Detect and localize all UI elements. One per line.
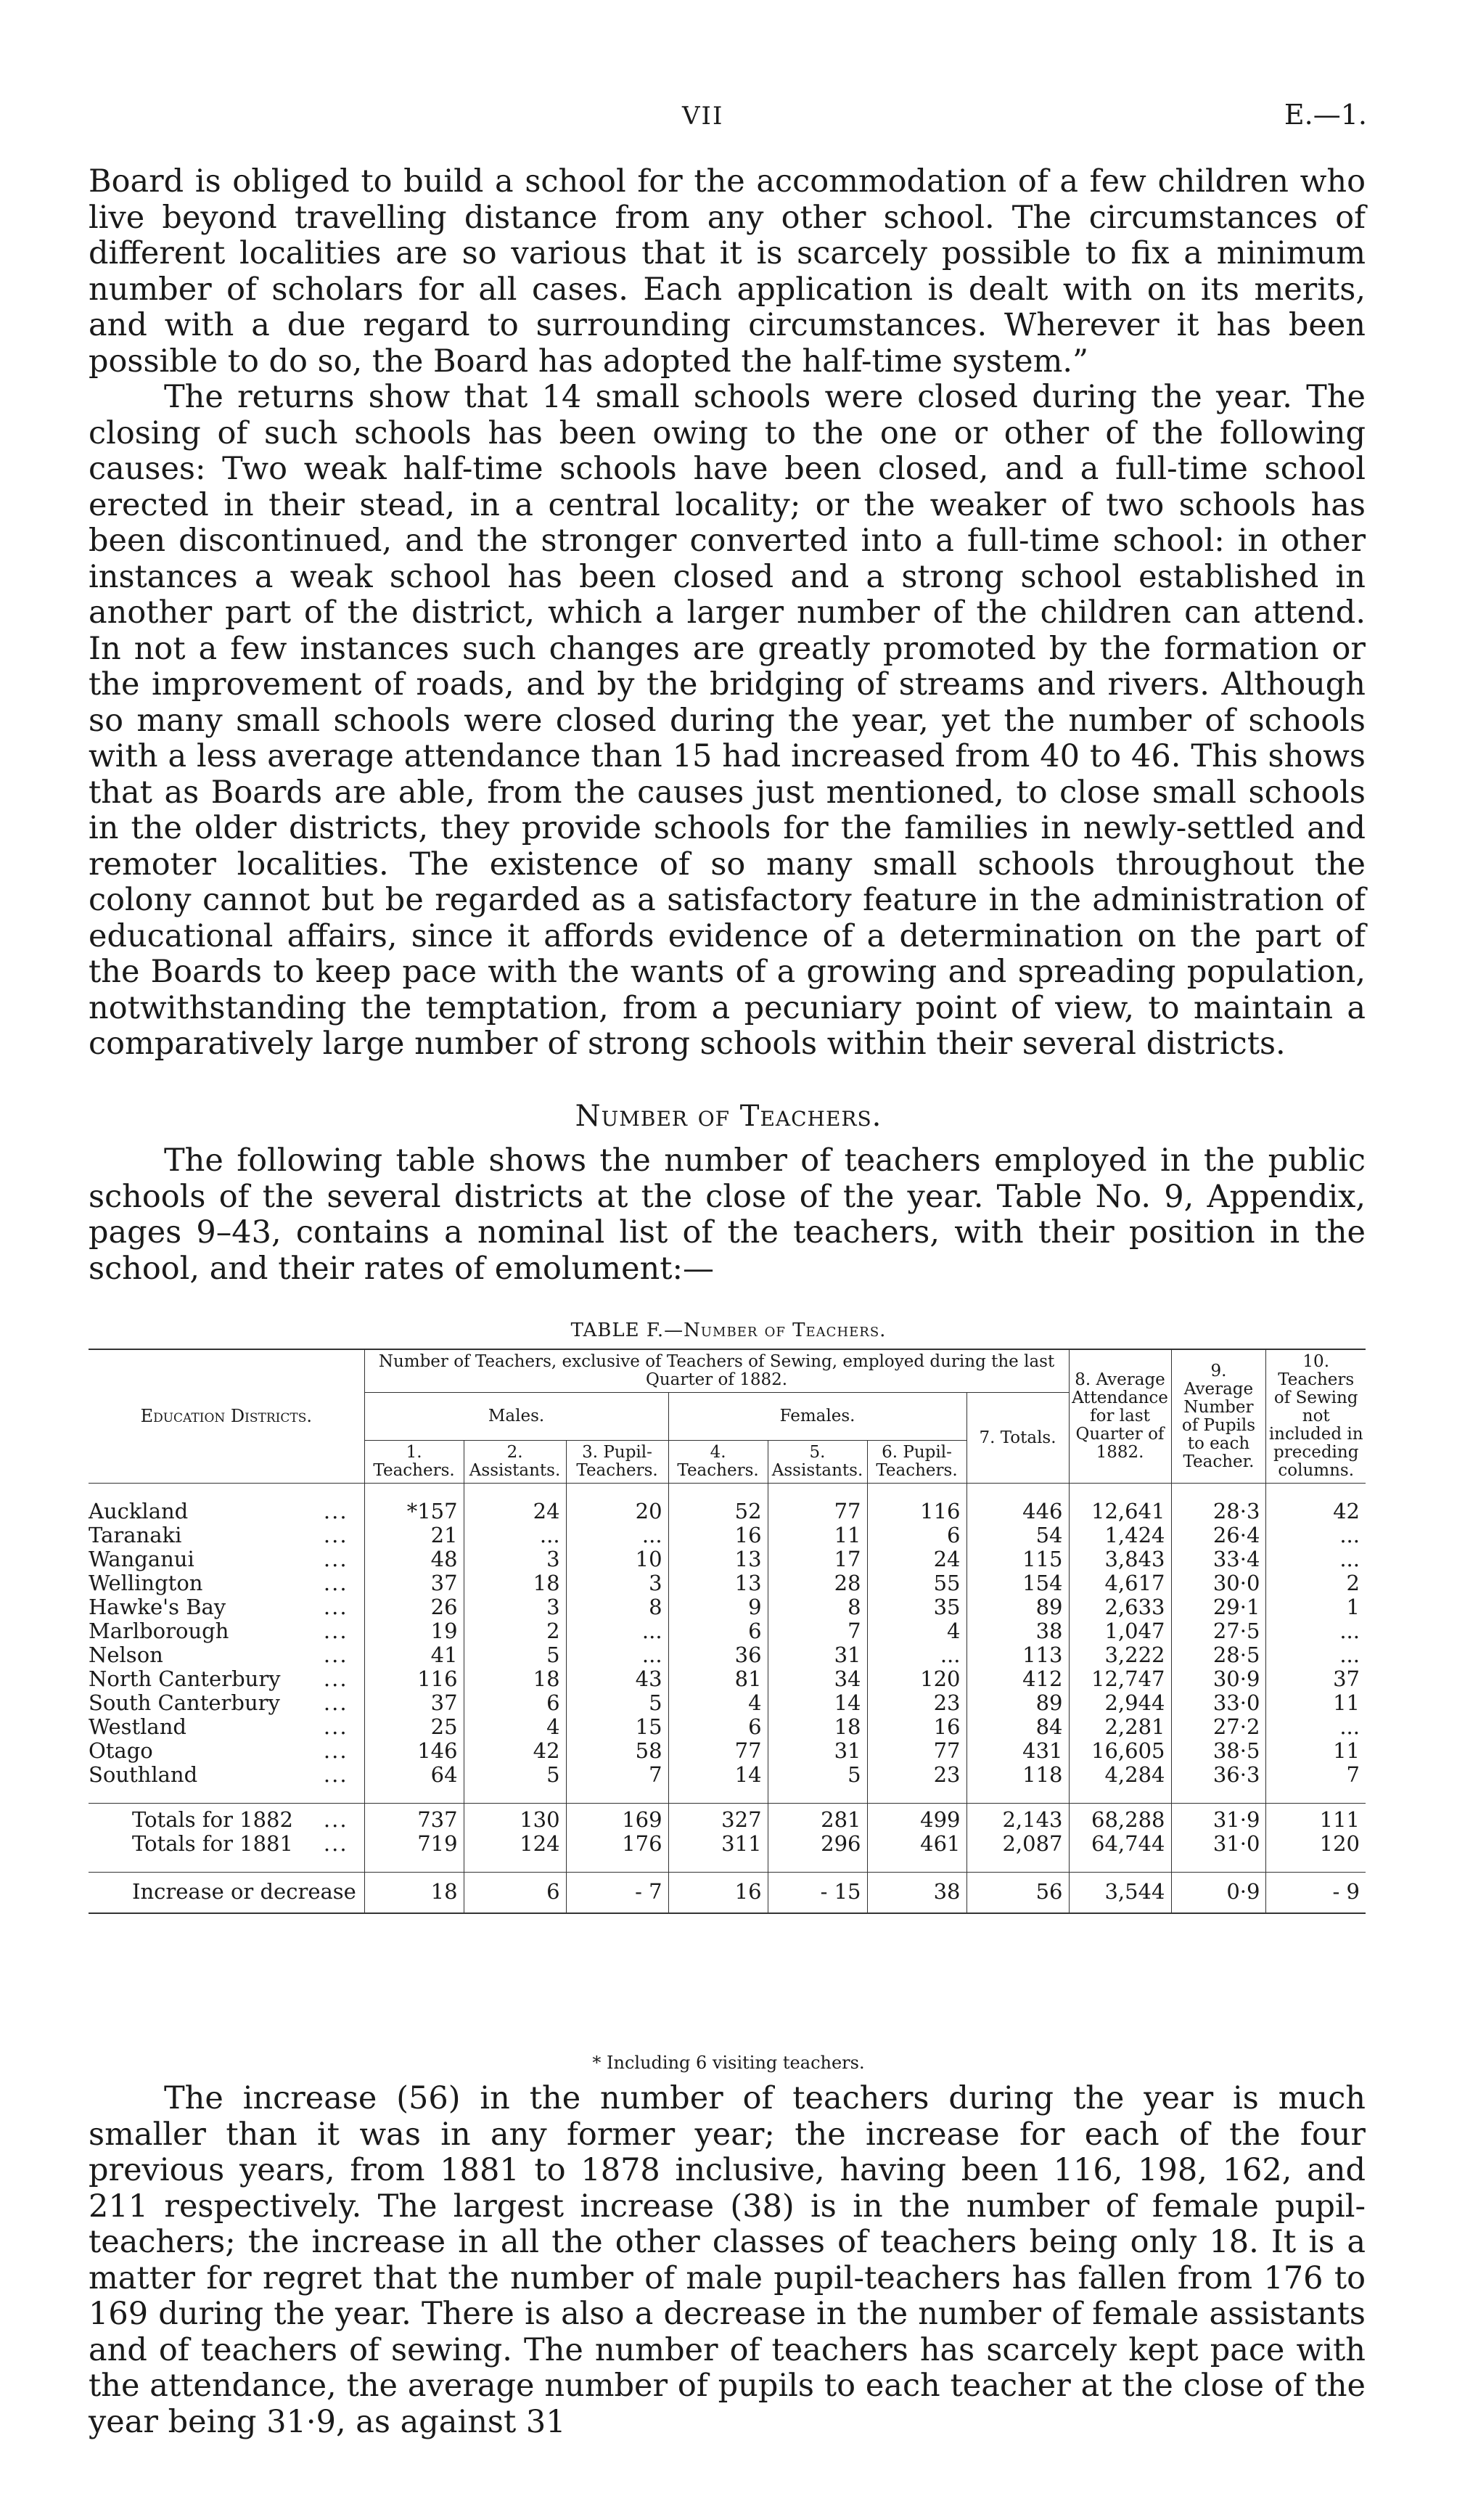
- cell-col-3: 169: [566, 1804, 668, 1833]
- cell-col-10: ...: [1266, 1547, 1366, 1571]
- spacer-row: [89, 1856, 1366, 1873]
- cell-col-1: 116: [364, 1667, 464, 1691]
- leader-dots: ...: [323, 1714, 348, 1739]
- cell-col-7: 154: [966, 1571, 1069, 1595]
- table-body: [89, 1484, 1366, 1914]
- table-row: [89, 1643, 1366, 1667]
- spacer-row: [89, 1484, 1366, 1500]
- district-name: [89, 1523, 364, 1547]
- cell-col-3: - 7: [566, 1873, 668, 1914]
- cell-col-8: 4,284: [1069, 1763, 1171, 1787]
- cell-col-6: 77: [867, 1739, 966, 1763]
- cell-col-9: 31·0: [1171, 1832, 1266, 1856]
- cell-col-5: 34: [768, 1667, 867, 1691]
- cell-col-9: 36·3: [1171, 1763, 1266, 1787]
- cell-col-10: ...: [1266, 1619, 1366, 1643]
- cell-col-1: 48: [364, 1547, 464, 1571]
- leader-dots: ...: [323, 1642, 348, 1667]
- cell-col-8: 64,744: [1069, 1832, 1171, 1856]
- cell-col-2: 6: [464, 1873, 566, 1914]
- header-col-2: 2. Assistants.: [464, 1441, 566, 1484]
- table-row: [89, 1523, 1366, 1547]
- cell-col-9: 28·5: [1171, 1643, 1266, 1667]
- cell-col-3: ...: [566, 1619, 668, 1643]
- cell-col-7: 118: [966, 1763, 1069, 1787]
- cell-col-8: 68,288: [1069, 1804, 1171, 1833]
- cell-col-1: 146: [364, 1739, 464, 1763]
- page-number: VII: [682, 102, 724, 131]
- cell-col-7: 89: [966, 1595, 1069, 1619]
- cell-col-1: 37: [364, 1571, 464, 1595]
- header-districts: Education Districts.: [89, 1349, 364, 1484]
- header-females: Females.: [668, 1393, 966, 1441]
- section-heading: Number of Teachers.: [575, 1100, 882, 1133]
- cell-col-10: 1: [1266, 1595, 1366, 1619]
- table-row: [89, 1500, 1366, 1523]
- cell-col-3: 8: [566, 1595, 668, 1619]
- cell-col-2: 18: [464, 1571, 566, 1595]
- district-name: [89, 1619, 364, 1643]
- cell-col-2: 2: [464, 1619, 566, 1643]
- district-label: Westland: [89, 1714, 186, 1739]
- district-name: [89, 1667, 364, 1691]
- cell-col-8: 12,641: [1069, 1500, 1171, 1523]
- cell-col-10: ...: [1266, 1643, 1366, 1667]
- cell-col-1: 18: [364, 1873, 464, 1914]
- cell-col-8: 12,747: [1069, 1667, 1171, 1691]
- cell-col-3: 43: [566, 1667, 668, 1691]
- leader-dots: ...: [323, 1595, 348, 1619]
- leader-dots: ...: [323, 1547, 348, 1571]
- cell-col-6: ...: [867, 1643, 966, 1667]
- district-label: Otago: [89, 1738, 153, 1763]
- cell-col-10: 2: [1266, 1571, 1366, 1595]
- leader-dots: ...: [323, 1738, 348, 1763]
- cell-col-4: 13: [668, 1571, 768, 1595]
- cell-col-7: 113: [966, 1643, 1069, 1667]
- cell-col-2: 6: [464, 1691, 566, 1715]
- cell-col-5: 28: [768, 1571, 867, 1595]
- totals-label: [89, 1804, 364, 1833]
- cell-col-5: - 15: [768, 1873, 867, 1914]
- leader-dots: ...: [323, 1666, 348, 1691]
- paragraph-increase: The increase (56) in the number of teachers during the year is much smaller than it was in any former year; the increase for each of the four previous years, from 1881 to 1878 inclusive, having been 116, 198, 162, and 211 respectively. The largest increase (38) is in the number of female pupil-teachers; the increase in all the other classes of teachers being only 18. It is a matter for regret that the number of male pupil-teachers has fallen from 176 to 169 during the year. There is also a decrease in the number of female assistants and of teachers of sewing. The number of teachers has scarcely kept pace with the attendance, the average number of pupils to each teacher at the close of the year being 31·9, as against 31: [89, 2080, 1366, 2440]
- header-col-7: 7. Totals.: [966, 1393, 1069, 1484]
- cell-col-6: 4: [867, 1619, 966, 1643]
- cell-col-7: 115: [966, 1547, 1069, 1571]
- cell-col-8: 4,617: [1069, 1571, 1171, 1595]
- cell-col-5: 17: [768, 1547, 867, 1571]
- cell-col-7: 84: [966, 1715, 1069, 1739]
- cell-col-6: 23: [867, 1763, 966, 1787]
- totals-label-text: Totals for 1882: [132, 1807, 293, 1832]
- cell-col-6: 461: [867, 1832, 966, 1856]
- cell-col-5: 7: [768, 1619, 867, 1643]
- cell-col-2: 18: [464, 1667, 566, 1691]
- teachers-table: [89, 1349, 1366, 1914]
- leader-dots: ...: [323, 1762, 348, 1787]
- totals-row: [89, 1804, 1366, 1833]
- cell-col-5: 77: [768, 1500, 867, 1523]
- cell-col-4: 9: [668, 1595, 768, 1619]
- table-row: [89, 1619, 1366, 1643]
- cell-col-7: 54: [966, 1523, 1069, 1547]
- cell-col-6: 16: [867, 1715, 966, 1739]
- cell-col-4: 327: [668, 1804, 768, 1833]
- table-row: [89, 1667, 1366, 1691]
- cell-col-5: 296: [768, 1832, 867, 1856]
- cell-col-4: 16: [668, 1523, 768, 1547]
- cell-col-4: 77: [668, 1739, 768, 1763]
- header-group: Number of Teachers, exclusive of Teachers of Sewing, employed during the last Quarter of 1882.: [364, 1349, 1069, 1393]
- paragraph-intro: The following table shows the number of teachers employed in the public schools of the several districts at the close of the year. Table No. 9, Appendix, pages 9–43, contains a nominal list of the teachers, with their position in the school, and their rates of emolument:—: [89, 1142, 1366, 1287]
- cell-col-2: 3: [464, 1595, 566, 1619]
- cell-col-3: ...: [566, 1523, 668, 1547]
- cell-col-4: 14: [668, 1763, 768, 1787]
- cell-col-5: 281: [768, 1804, 867, 1833]
- body-text-top: [89, 164, 1366, 1063]
- paragraph-board: Board is obliged to build a school for the accommodation of a few children who live beyond travelling distance from any other school. The circumstances of different localities are so various that it is scarcely possible to fix a minimum number of scholars for all cases. Each application is dealt with on its merits, and with a due regard to surrounding circumstances. Wherever it has been possible to do so, the Board has adopted the half-time system.”: [89, 163, 1366, 380]
- cell-col-4: 6: [668, 1715, 768, 1739]
- leader-dots: ...: [323, 1807, 348, 1832]
- cell-col-10: - 9: [1266, 1873, 1366, 1914]
- header-col-3: 3. Pupil-Teachers.: [566, 1441, 668, 1484]
- totals-label: [89, 1832, 364, 1856]
- cell-col-7: 2,087: [966, 1832, 1069, 1856]
- cell-col-7: 431: [966, 1739, 1069, 1763]
- cell-col-8: 3,843: [1069, 1547, 1171, 1571]
- cell-col-5: 8: [768, 1595, 867, 1619]
- cell-col-10: ...: [1266, 1523, 1366, 1547]
- district-label: Southland: [89, 1762, 198, 1787]
- cell-col-2: 130: [464, 1804, 566, 1833]
- leader-dots: ...: [323, 1571, 348, 1595]
- spacer-row: [89, 1787, 1366, 1804]
- district-name: [89, 1739, 364, 1763]
- table-row: [89, 1763, 1366, 1787]
- header-males: Males.: [364, 1393, 668, 1441]
- cell-col-5: 31: [768, 1739, 867, 1763]
- totals-label-text: Totals for 1881: [132, 1831, 293, 1856]
- cell-col-4: 81: [668, 1667, 768, 1691]
- cell-col-7: 56: [966, 1873, 1069, 1914]
- cell-col-2: 4: [464, 1715, 566, 1739]
- cell-col-5: 18: [768, 1715, 867, 1739]
- cell-col-7: 412: [966, 1667, 1069, 1691]
- paragraph-returns: The returns show that 14 small schools were closed during the year. The closing of such schools has been owing to the one or other of the following causes: Two weak half-time schools have been closed, and a full-time school erected in their stead, in a central locality; or the weaker of two schools has been discontinued, and the stronger converted into a full-time school: in other instances a weak school has been closed and a strong school established in another part of the district, which a larger number of the children can attend. In not a few instances such changes are greatly promoted by the formation or the improvement of roads, and by the bridging of streams and rivers. Although so many small schools were closed during the year, yet the number of schools with a less average attendance than 15 had increased from 40 to 46. This shows that as Boards are able, from the causes just mentioned, to close small schools in the older districts, they provide schools for the families in newly-settled and remoter localities. The existence of so many small schools throughout the colony cannot but be regarded as a satisfactory feature in the administration of educational affairs, since it affords evidence of a determination on the part of the Boards to keep pace with the wants of a growing and spreading population, notwithstanding the temptation, from a pecuniary point of view, to maintain a comparatively large number of strong schools within their several districts.: [89, 379, 1366, 1062]
- cell-col-3: 15: [566, 1715, 668, 1739]
- cell-col-6: 55: [867, 1571, 966, 1595]
- cell-col-1: 25: [364, 1715, 464, 1739]
- cell-col-4: 4: [668, 1691, 768, 1715]
- cell-col-9: 29·1: [1171, 1595, 1266, 1619]
- cell-col-6: 120: [867, 1667, 966, 1691]
- leader-dots: ...: [323, 1523, 348, 1547]
- cell-col-6: 116: [867, 1500, 966, 1523]
- cell-col-7: 2,143: [966, 1804, 1069, 1833]
- cell-col-2: 124: [464, 1832, 566, 1856]
- cell-col-8: 16,605: [1069, 1739, 1171, 1763]
- header-col-4: 4. Teachers.: [668, 1441, 768, 1484]
- cell-col-6: 499: [867, 1804, 966, 1833]
- header-col-10: 10. Teachers of Sewing not included in preceding columns.: [1266, 1349, 1366, 1484]
- cell-col-1: 737: [364, 1804, 464, 1833]
- cell-col-8: 3,222: [1069, 1643, 1171, 1667]
- district-name: [89, 1500, 364, 1523]
- cell-col-10: 42: [1266, 1500, 1366, 1523]
- cell-col-2: 5: [464, 1643, 566, 1667]
- cell-col-1: 64: [364, 1763, 464, 1787]
- table-caption-title: Number of Teachers.: [684, 1320, 887, 1341]
- cell-col-3: 3: [566, 1571, 668, 1595]
- change-row: [89, 1873, 1366, 1914]
- cell-col-9: 27·2: [1171, 1715, 1266, 1739]
- cell-col-10: 7: [1266, 1763, 1366, 1787]
- cell-col-10: 11: [1266, 1691, 1366, 1715]
- cell-col-6: 6: [867, 1523, 966, 1547]
- cell-col-10: 37: [1266, 1667, 1366, 1691]
- district-label: Taranaki: [89, 1523, 182, 1547]
- cell-col-9: 27·5: [1171, 1619, 1266, 1643]
- cell-col-3: 176: [566, 1832, 668, 1856]
- table-row: [89, 1691, 1366, 1715]
- cell-col-5: 5: [768, 1763, 867, 1787]
- cell-col-8: 2,944: [1069, 1691, 1171, 1715]
- cell-col-9: 30·9: [1171, 1667, 1266, 1691]
- cell-col-2: 3: [464, 1547, 566, 1571]
- cell-col-9: 28·3: [1171, 1500, 1266, 1523]
- cell-col-3: ...: [566, 1643, 668, 1667]
- cell-col-10: ...: [1266, 1715, 1366, 1739]
- cell-col-9: 30·0: [1171, 1571, 1266, 1595]
- table-row: [89, 1571, 1366, 1595]
- cell-col-3: 58: [566, 1739, 668, 1763]
- cell-col-8: 1,047: [1069, 1619, 1171, 1643]
- cell-col-8: 1,424: [1069, 1523, 1171, 1547]
- body-text-intro: [89, 1143, 1366, 1287]
- district-label: Marlborough: [89, 1619, 229, 1643]
- district-label: Wanganui: [89, 1547, 194, 1571]
- cell-col-2: ...: [464, 1523, 566, 1547]
- document-reference: E.—1.: [1284, 99, 1367, 131]
- cell-col-5: 11: [768, 1523, 867, 1547]
- cell-col-8: 2,281: [1069, 1715, 1171, 1739]
- cell-col-10: 11: [1266, 1739, 1366, 1763]
- cell-col-1: 21: [364, 1523, 464, 1547]
- cell-col-6: 35: [867, 1595, 966, 1619]
- header-col-8: 8. Average Attendance for last Quarter of 1882.: [1069, 1349, 1171, 1484]
- district-label: Auckland: [89, 1499, 189, 1523]
- cell-col-4: 52: [668, 1500, 768, 1523]
- cell-col-4: 36: [668, 1643, 768, 1667]
- cell-col-10: 111: [1266, 1804, 1366, 1833]
- cell-col-2: 24: [464, 1500, 566, 1523]
- cell-col-3: 20: [566, 1500, 668, 1523]
- cell-col-2: 42: [464, 1739, 566, 1763]
- district-name: [89, 1691, 364, 1715]
- cell-col-9: 38·5: [1171, 1739, 1266, 1763]
- table-caption: [0, 1320, 1457, 1341]
- change-label: Increase or decrease: [89, 1873, 364, 1914]
- district-name: [89, 1763, 364, 1787]
- cell-col-4: 6: [668, 1619, 768, 1643]
- cell-col-9: 33·4: [1171, 1547, 1266, 1571]
- cell-col-10: 120: [1266, 1832, 1366, 1856]
- cell-col-5: 14: [768, 1691, 867, 1715]
- table-row: [89, 1595, 1366, 1619]
- district-name: [89, 1571, 364, 1595]
- cell-col-6: 38: [867, 1873, 966, 1914]
- cell-col-1: 719: [364, 1832, 464, 1856]
- cell-col-8: 3,544: [1069, 1873, 1171, 1914]
- cell-col-3: 10: [566, 1547, 668, 1571]
- cell-col-7: 446: [966, 1500, 1069, 1523]
- header-col-1: 1. Teachers.: [364, 1441, 464, 1484]
- leader-dots: ...: [323, 1619, 348, 1643]
- cell-col-3: 7: [566, 1763, 668, 1787]
- cell-col-4: 13: [668, 1547, 768, 1571]
- district-name: [89, 1715, 364, 1739]
- cell-col-5: 31: [768, 1643, 867, 1667]
- district-name: [89, 1643, 364, 1667]
- table-footnote: * Including 6 visiting teachers.: [592, 2053, 865, 2073]
- cell-col-6: 23: [867, 1691, 966, 1715]
- cell-col-6: 24: [867, 1547, 966, 1571]
- cell-col-3: 5: [566, 1691, 668, 1715]
- cell-col-1: 41: [364, 1643, 464, 1667]
- cell-col-2: 5: [464, 1763, 566, 1787]
- district-name: [89, 1595, 364, 1619]
- district-label: North Canterbury: [89, 1666, 281, 1691]
- header-col-9: 9. Average Number of Pupils to each Teacher.: [1171, 1349, 1266, 1484]
- cell-col-8: 2,633: [1069, 1595, 1171, 1619]
- leader-dots: ...: [323, 1499, 348, 1523]
- cell-col-7: 38: [966, 1619, 1069, 1643]
- table-caption-prefix: TABLE F.—: [570, 1320, 684, 1341]
- table-row: [89, 1739, 1366, 1763]
- cell-col-1: 26: [364, 1595, 464, 1619]
- cell-col-1: 37: [364, 1691, 464, 1715]
- cell-col-9: 26·4: [1171, 1523, 1266, 1547]
- body-text-bottom: [89, 2081, 1366, 2440]
- cell-col-9: 33·0: [1171, 1691, 1266, 1715]
- district-label: Nelson: [89, 1642, 163, 1667]
- cell-col-1: 19: [364, 1619, 464, 1643]
- leader-dots: ...: [323, 1690, 348, 1715]
- district-name: [89, 1547, 364, 1571]
- cell-col-9: 31·9: [1171, 1804, 1266, 1833]
- cell-col-1: *157: [364, 1500, 464, 1523]
- header-col-5: 5. Assistants.: [768, 1441, 867, 1484]
- cell-col-9: 0·9: [1171, 1873, 1266, 1914]
- district-label: South Canterbury: [89, 1690, 280, 1715]
- cell-col-4: 311: [668, 1832, 768, 1856]
- cell-col-4: 16: [668, 1873, 768, 1914]
- district-label: Hawke's Bay: [89, 1595, 226, 1619]
- table-row: [89, 1547, 1366, 1571]
- cell-col-7: 89: [966, 1691, 1069, 1715]
- leader-dots: ...: [323, 1831, 348, 1856]
- district-label: Wellington: [89, 1571, 203, 1595]
- table-row: [89, 1715, 1366, 1739]
- totals-row: [89, 1832, 1366, 1856]
- header-col-6: 6. Pupil-Teachers.: [867, 1441, 966, 1484]
